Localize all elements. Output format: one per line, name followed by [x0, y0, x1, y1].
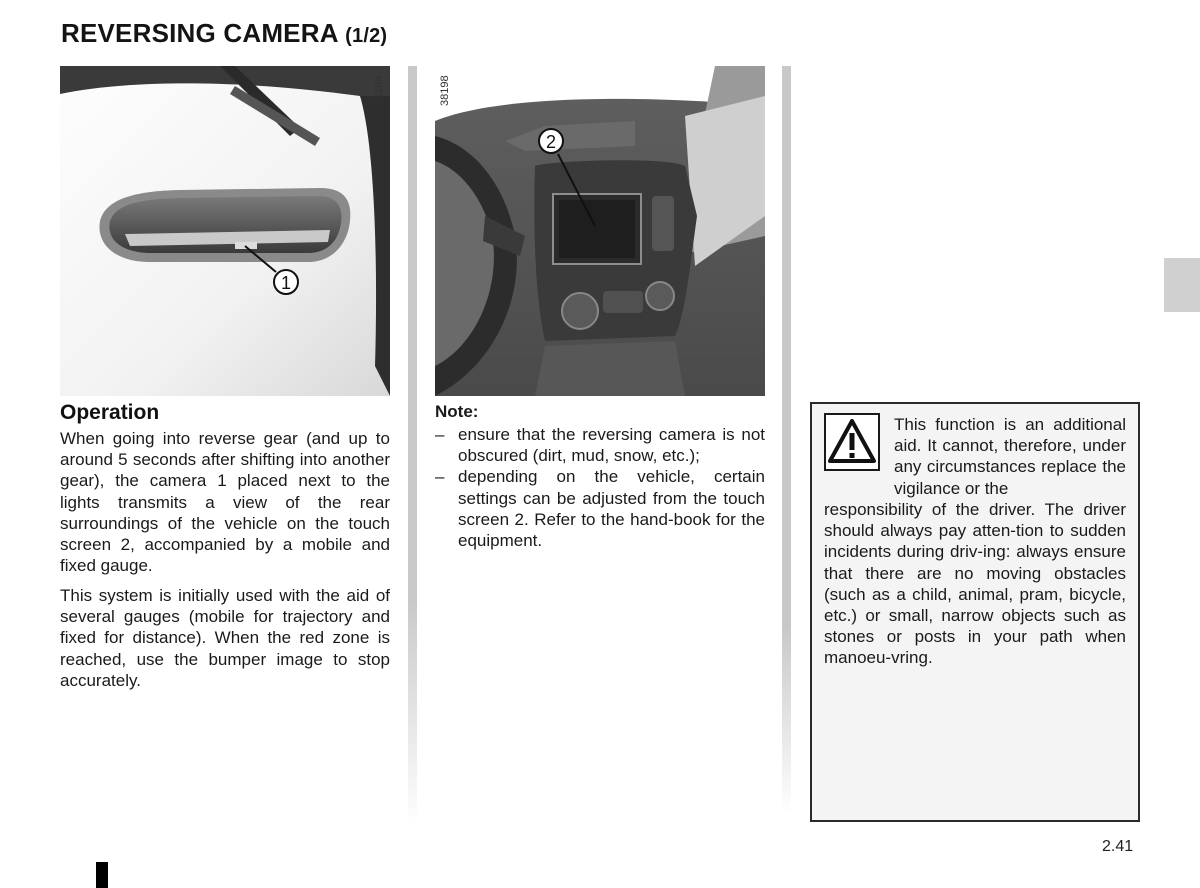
section-tab	[1164, 258, 1200, 312]
title-page-ref: (1/2)	[345, 25, 388, 47]
figure-dashboard	[435, 66, 765, 396]
note-bullet: –	[435, 425, 445, 444]
note-item-text: depending on the vehicle, certain settings can be adjusted from the touch screen 2. Refer to the hand-book for the equipment.	[458, 467, 765, 551]
note-item	[435, 466, 765, 551]
note-label: Note:	[435, 402, 479, 421]
figure-rear-camera	[60, 66, 390, 396]
operation-heading: Operation	[60, 401, 160, 424]
operation-paragraph-1: When going into reverse gear (and up to around 5 seconds after shifting into another gear), the camera 1 placed next to the lights transmits a view of the rear surroundings of the vehicle on the touch screen 2, accompanied by a mobile and fixed gauge.	[60, 429, 390, 576]
warning-lead-text: This function is an additional aid. It cannot, therefore, under any circumstances replace the vigilance or the	[894, 415, 1126, 498]
figure-ref-38198: 38198	[439, 75, 451, 106]
dashboard-illustration	[435, 66, 765, 396]
page-edge-marker	[96, 862, 108, 888]
note-item-text: ensure that the reversing camera is not obscured (dirt, mud, snow, etc.);	[458, 425, 765, 466]
warning-box	[810, 402, 1140, 822]
column-separator-left	[408, 66, 417, 826]
warning-body-text: responsibility of the driver. The driver should always pay atten-tion to sudden incidents during driv-ing: always ensure that there are no moving obstacles (such as a child, animal, pram, bicycle, etc.) or small, narrow objects such as stones or posts in your path when manoeu-vring.	[824, 500, 1126, 668]
callout-1-label: 1	[280, 273, 292, 293]
note-bullet: –	[435, 467, 445, 487]
note-item	[435, 424, 765, 466]
page-number: 2.41	[1102, 838, 1134, 855]
figure-ref-38164: 38164	[373, 75, 385, 106]
column-separator-right	[782, 66, 791, 814]
warning-triangle-icon	[824, 413, 880, 471]
operation-paragraph-2: This system is initially used with the aid of several gauges (mobile for trajectory and fixed for distance). When the red zone is reached, use the bumper image to stop accurately.	[60, 586, 390, 690]
callout-2-label: 2	[545, 132, 557, 152]
note-list	[435, 424, 765, 551]
rear-camera-illustration	[60, 66, 390, 396]
title-text: REVERSING CAMERA	[61, 18, 338, 48]
page-title	[61, 18, 387, 49]
